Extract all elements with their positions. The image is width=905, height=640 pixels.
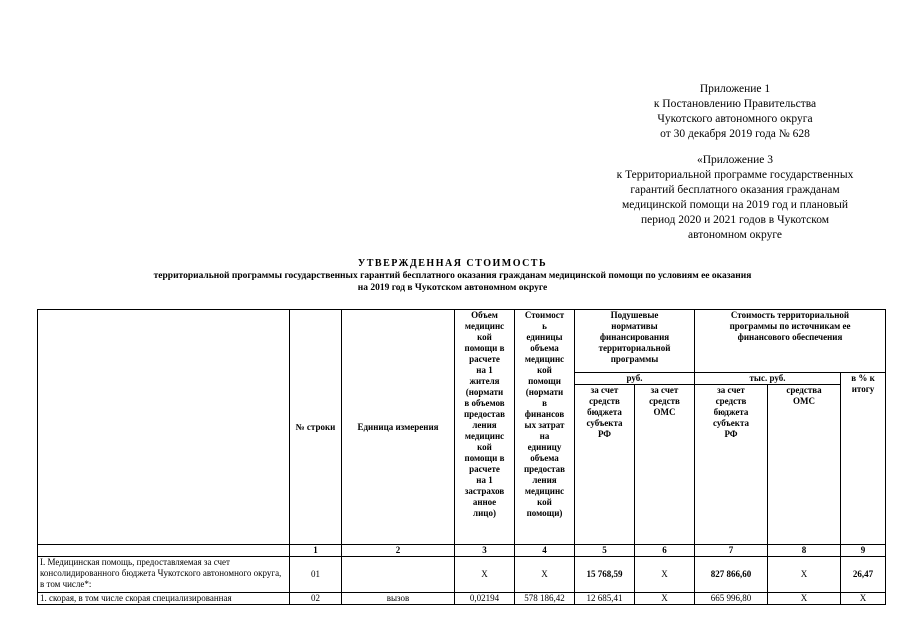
cost-table bbox=[37, 309, 886, 605]
header-percent: в % к итогу bbox=[841, 373, 886, 545]
table-row bbox=[38, 593, 886, 605]
row-percent: Х bbox=[841, 593, 886, 605]
column-number-row bbox=[38, 545, 886, 557]
row-per-capita-budget: 15 768,59 bbox=[575, 557, 635, 593]
table-row bbox=[38, 557, 886, 593]
header-per-capita: Подушевые нормативы финансирования территориальной программы bbox=[575, 310, 695, 373]
column-number: 8 bbox=[768, 545, 841, 557]
appendix-1-line: от 30 декабря 2019 года № 628 bbox=[660, 128, 810, 140]
row-volume: 0,02194 bbox=[455, 593, 515, 605]
column-number: 2 bbox=[342, 545, 455, 557]
row-name: I. Медицинская помощь, предоставляемая за счет консолидированного бюджета Чукотского автономного округа, в том числе*: bbox=[38, 557, 290, 593]
appendix-3-line: медицинской помощи на 2019 год и плановый bbox=[621, 199, 848, 211]
row-percent: 26,47 bbox=[841, 557, 886, 593]
header-rub: руб. bbox=[575, 373, 695, 385]
title-line-1: УТВЕРЖДЕННАЯ СТОИМОСТЬ bbox=[357, 258, 548, 269]
row-per-capita-oms: Х bbox=[635, 557, 695, 593]
header-name-cell bbox=[38, 310, 290, 545]
row-cost: 578 186,42 bbox=[515, 593, 575, 605]
column-number: 7 bbox=[695, 545, 768, 557]
row-unit: вызов bbox=[342, 593, 455, 605]
column-number: 6 bbox=[635, 545, 695, 557]
row-total-budget: 827 866,60 bbox=[695, 557, 768, 593]
header-total-budget: за счет средств бюджета субъекта РФ bbox=[695, 385, 768, 545]
title-line-2: территориальной программы государственных гарантий бесплатного оказания гражданам медицинской помощи по условиям ее оказания bbox=[153, 271, 752, 281]
title-line-3: на 2019 год в Чукотском автономном округе bbox=[357, 283, 548, 293]
column-number: 1 bbox=[290, 545, 342, 557]
row-cost: Х bbox=[515, 557, 575, 593]
header-volume: Объем медицинс кой помощи в расчете на 1 жителя (нормати в объемов предостав ления медицинс кой помощи в расчете на 1 застрахов анное лицо) bbox=[455, 310, 515, 545]
appendix-1-line: Приложение 1 bbox=[699, 83, 771, 95]
row-number: 02 bbox=[290, 593, 342, 605]
header-cost: Стоимост ь единицы объема медицинс кой помощи (нормати в финансов ых затрат на единицу объема предостав ления медицинс кой помощи) bbox=[515, 310, 575, 545]
header-program-cost: Стоимость территориальной программы по источникам ее финансового обеспечения bbox=[695, 310, 886, 373]
appendix-1-line: к Постановлению Правительства bbox=[653, 98, 817, 110]
appendix-3-block bbox=[560, 153, 905, 243]
header-total-oms: средства ОМС bbox=[768, 385, 841, 545]
header-thous-rub: тыс. руб. bbox=[695, 373, 841, 385]
row-per-capita-budget: 12 685,41 bbox=[575, 593, 635, 605]
row-total-budget: 665 996,80 bbox=[695, 593, 768, 605]
column-number: 5 bbox=[575, 545, 635, 557]
document-title bbox=[0, 258, 905, 294]
column-number-empty bbox=[38, 545, 290, 557]
appendix-3-line: к Территориальной программе государственных bbox=[616, 169, 854, 181]
row-per-capita-oms: Х bbox=[635, 593, 695, 605]
row-volume: Х bbox=[455, 557, 515, 593]
header-per-capita-budget: за счет средств бюджета субъекта РФ bbox=[575, 385, 635, 545]
header-unit: Единица измерения bbox=[342, 310, 455, 545]
header-row-number: № строки bbox=[290, 310, 342, 545]
row-total-oms: Х bbox=[768, 593, 841, 605]
column-number: 9 bbox=[841, 545, 886, 557]
row-total-oms: Х bbox=[768, 557, 841, 593]
appendix-1-line: Чукотского автономного округа bbox=[657, 113, 813, 125]
appendix-3-line: автономном округе bbox=[687, 229, 783, 241]
column-number: 3 bbox=[455, 545, 515, 557]
row-unit bbox=[342, 557, 455, 593]
appendix-1-block bbox=[560, 82, 905, 142]
column-number: 4 bbox=[515, 545, 575, 557]
row-number: 01 bbox=[290, 557, 342, 593]
row-name: 1. скорая, в том числе скорая специализированная bbox=[38, 593, 290, 605]
appendix-3-line: «Приложение 3 bbox=[696, 154, 774, 166]
appendix-3-line: период 2020 и 2021 годов в Чукотском bbox=[640, 214, 830, 226]
appendix-3-line: гарантий бесплатного оказания гражданам bbox=[630, 184, 840, 196]
header-per-capita-oms: за счет средств ОМС bbox=[635, 385, 695, 545]
